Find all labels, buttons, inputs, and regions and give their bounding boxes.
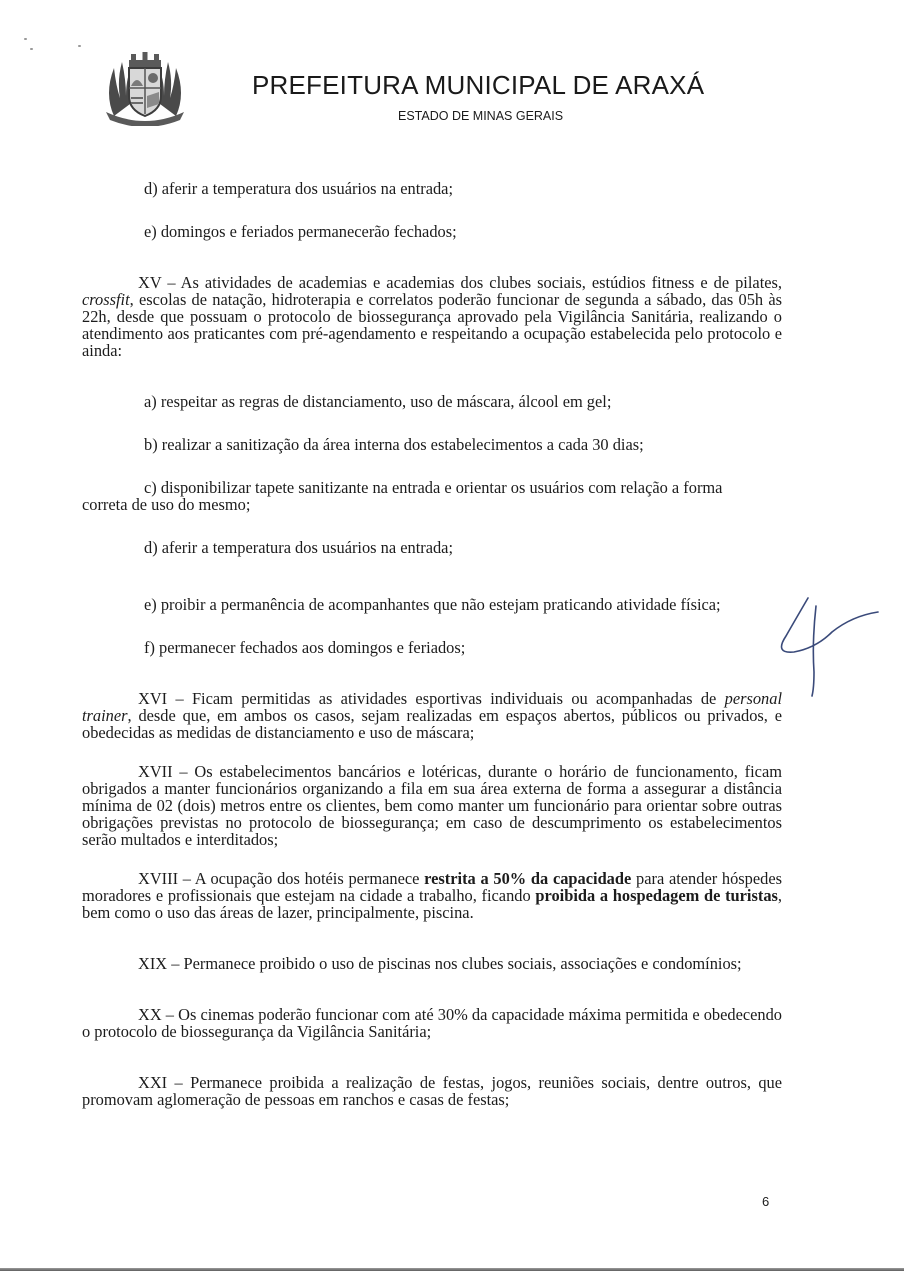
scan-speck — [30, 48, 33, 50]
paragraph-xviii: XVIII – A ocupação dos hotéis permanece restrita a 50% da capacidade para atender hóspedes moradores e profissionais que estejam na cidade a trabalho, ficando proibida a hospedagem de turistas, bem como o uso das áreas de lazer, principalmente, piscina. — [82, 869, 783, 922]
handwritten-initial-signature-icon — [772, 592, 882, 702]
paragraph-xx: XX – Os cinemas poderão funcionar com até 30% da capacidade máxima permitida e obedecendo o protocolo de biossegurança da Vigilância Sanitária; — [82, 1005, 782, 1041]
header-title: PREFEITURA MUNICIPAL DE ARAXÁ — [252, 70, 705, 100]
scan-speck — [24, 38, 27, 40]
bottom-rule — [0, 1268, 904, 1271]
paragraph-xix: XIX – Permanece proibido o uso de piscinas nos clubes sociais, associações e condomínios; — [138, 954, 742, 973]
item-xiv-d: d) aferir a temperatura dos usuários na entrada; — [144, 179, 454, 198]
document-body — [82, 180, 782, 1108]
paragraph-xv: XV – As atividades de academias e academias dos clubes sociais, estúdios fitness e de pilates, crossfit, escolas de natação, hidroterapia e correlatos poderão funcionar de segunda a sábado, das 05h às 22h, desde que possuam o protocolo de biossegurança aprovado pela Vigilância Sanitária, realizando o atendimento aos praticantes com pré-agendamento e respeitando a ocupação estabelecida pelo protocolo e ainda: — [82, 273, 782, 360]
page-number: 6 — [762, 1194, 770, 1209]
item-xv-d: d) aferir a temperatura dos usuários na entrada; — [144, 538, 454, 557]
header-subtitle: ESTADO DE MINAS GERAIS — [398, 109, 564, 123]
paragraph-xxi: XXI – Permanece proibida a realização de festas, jogos, reuniões sociais, dentre outros, que promovam aglomeração de pessoas em ranchos e casas de festas; — [82, 1073, 782, 1109]
item-xv-c: c) disponibilizar tapete sanitizante na entrada e orientar os usuários com relação a forma correta de uso do mesmo; — [82, 478, 723, 514]
item-xiv-e: e) domingos e feriados permanecerão fechados; — [144, 222, 457, 241]
item-xv-a: a) respeitar as regras de distanciamento, uso de máscara, álcool em gel; — [144, 392, 612, 411]
item-xv-f: f) permanecer fechados aos domingos e feriados; — [144, 638, 466, 657]
municipal-coat-of-arms-icon — [100, 46, 190, 126]
item-xv-b: b) realizar a sanitização da área interna dos estabelecimentos a cada 30 dias; — [144, 435, 644, 454]
paragraph-xvi: XVI – Ficam permitidas as atividades esportivas individuais ou acompanhadas de personal trainer, desde que, em ambos os casos, sejam realizadas em espaços abertos, públicos ou privados, e obedecidas as medidas de distanciamento e uso de máscara; — [82, 689, 782, 742]
paragraph-xvii: XVII – Os estabelecimentos bancários e lotéricas, durante o horário de funcionamento, ficam obrigados a manter funcionários organizando a fila em sua área externa de forma a assegurar a distância mínima de 02 (dois) metros entre os clientes, bem como manter um funcionário para orientar sobre outras obrigações previstas no protocolo de biossegurança; em caso de descumprimento os estabelecimentos serão multados e interditados; — [82, 762, 782, 849]
item-xv-e: e) proibir a permanência de acompanhantes que não estejam praticando atividade física; — [144, 595, 721, 614]
scan-speck — [78, 45, 81, 47]
